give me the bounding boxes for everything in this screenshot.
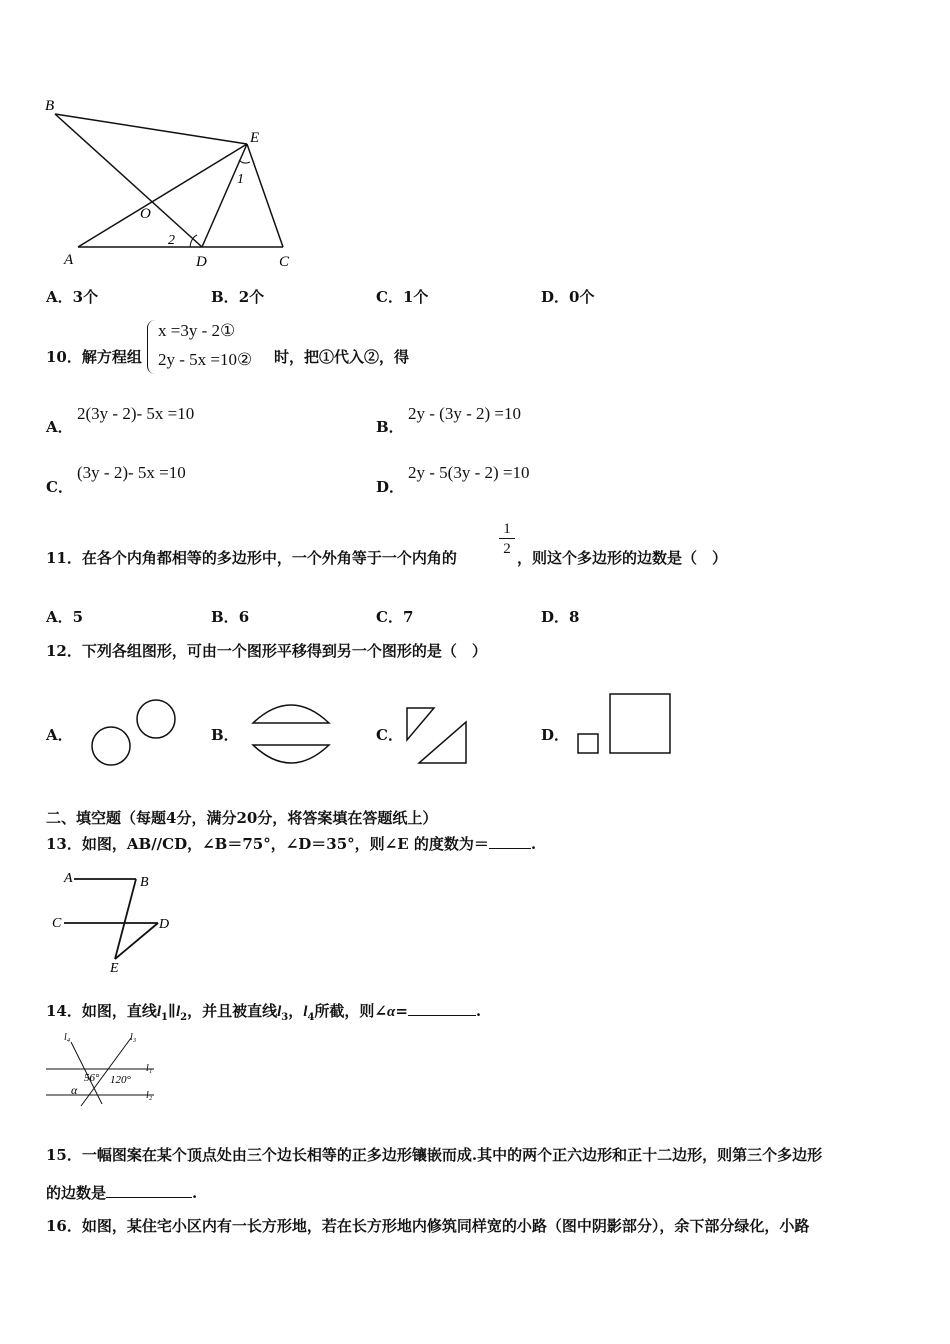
q11-frac-den: 2 [503,541,511,557]
label-l2: l₂ [146,1090,153,1101]
q11-option-d[interactable]: D．8 [541,608,580,626]
q10-option-c-letter[interactable]: C． [46,478,73,496]
q11-option-c[interactable]: C．7 [376,608,414,626]
square-small [578,734,598,753]
triangle-upper [407,708,434,740]
q10-option-d-text[interactable]: 2y - 5(3y - 2) =10 [408,463,530,482]
q10-suffix: 时，把①代入②，得 [274,348,410,366]
q11-text-after: ，则这个多边形的边数是（ ） [517,549,728,567]
q13-end: . [530,835,537,853]
q10-option-a-text[interactable]: 2(3y - 2)- 5x =10 [77,404,195,423]
label-A: A [64,871,73,886]
q10-option-b-text[interactable]: 2y - (3y - 2) =10 [408,404,521,423]
q10-option-d-letter[interactable]: D． [376,478,405,496]
label-O: O [140,206,151,222]
line-AE [78,144,247,247]
label-l3: l₃ [130,1032,137,1043]
q10-option-a-letter[interactable]: A． [46,418,73,436]
label-B: B [140,875,149,890]
square-large [610,694,670,753]
label-l4: l₄ [64,1032,71,1043]
label-A: A [64,252,74,268]
label-alpha: α [71,1083,78,1097]
label-l1: l₁ [146,1063,153,1074]
q9-option-b[interactable]: B．2个 [211,288,265,306]
triangle-lower [419,722,466,763]
q12-option-d-figure[interactable] [570,688,680,760]
q10-eq2: 2y - 5x =10② [158,350,253,369]
circle-small-right [137,700,175,738]
q10-brace [147,320,158,374]
q12-text: 12．下列各组图形，可由一个图形平移得到另一个图形的是（ ） [46,642,487,660]
line-ED [202,144,247,247]
q13-answer-blank[interactable] [489,848,531,849]
q9-option-d[interactable]: D．0个 [541,288,595,306]
q12-option-b-figure[interactable] [245,695,340,775]
q10-option-b-letter[interactable]: B． [376,418,404,436]
q10-prefix: 10．解方程组 [46,348,142,366]
q11-text-before: 11．在各个内角都相等的多边形中，一个外角等于一个内角的 [46,549,457,567]
q9-option-a[interactable]: A．3个 [46,288,99,306]
label-120: 120° [110,1074,131,1086]
q11-frac-num: 1 [503,521,511,537]
q14-text: 14．如图，直线$l_1\parallel l_2$，并且被直线$l_3$，$l_4$所截，则∠α= . [46,1002,482,1023]
q10-eq1: x =3y - 2① [158,321,236,340]
circle-small-left [92,727,130,765]
q12-option-a-figure[interactable] [85,695,185,775]
q12-option-d-letter[interactable]: D． [541,726,570,744]
q12-option-c-figure[interactable] [400,700,475,770]
label-56: 56° [84,1072,100,1084]
line-BE [115,879,136,959]
label-C: C [52,916,62,931]
q9-figure [40,92,310,277]
label-E: E [110,961,119,976]
q15-line1: 15．一幅图案在某个顶点处由三个边长相等的正多边形镶嵌而成.其中的两个正六边形和正十二边形，则第三个多边形 [46,1146,823,1164]
q14-figure [44,1028,169,1108]
q15-line2: 的边数是 . [46,1184,198,1202]
q15-answer-blank[interactable] [106,1197,192,1198]
q11-option-b[interactable]: B．6 [211,608,250,626]
q10-option-c-text[interactable]: (3y - 2)- 5x =10 [77,463,186,482]
q11-option-a[interactable]: A．5 [46,608,84,626]
label-angle1: 1 [237,172,244,187]
line-ED [115,923,158,959]
line-EC [247,144,283,247]
section2-title: 二、填空题（每题4分，满分20分，将答案填在答题纸上） [46,809,438,827]
q12-option-b-letter[interactable]: B． [211,726,239,744]
label-C: C [279,254,290,270]
q14-answer-blank[interactable] [408,1015,476,1016]
label-angle2: 2 [168,233,175,248]
q16-line1: 16．如图，某住宅小区内有一长方形地，若在长方形地内修筑同样宽的小路（图中阴影部分），余下部分绿化，小路 [46,1217,810,1235]
q13-question: 13．如图，AB//CD，∠B＝75°，∠D＝35°，则∠E 的度数为＝ [46,835,489,853]
q13-text [46,833,536,854]
q9-option-c[interactable]: C．1个 [376,288,429,306]
segment-top [253,705,329,723]
q12-option-a-letter[interactable]: A． [46,726,73,744]
angle1-arc [239,160,250,163]
label-D: D [159,917,170,932]
q12-option-c-letter[interactable]: C． [376,726,403,744]
label-D: D [196,254,207,270]
q13-figure [48,864,188,979]
label-B: B [45,98,55,114]
segment-bottom [253,745,329,763]
q11-fraction [499,520,515,559]
label-E: E [250,130,260,146]
